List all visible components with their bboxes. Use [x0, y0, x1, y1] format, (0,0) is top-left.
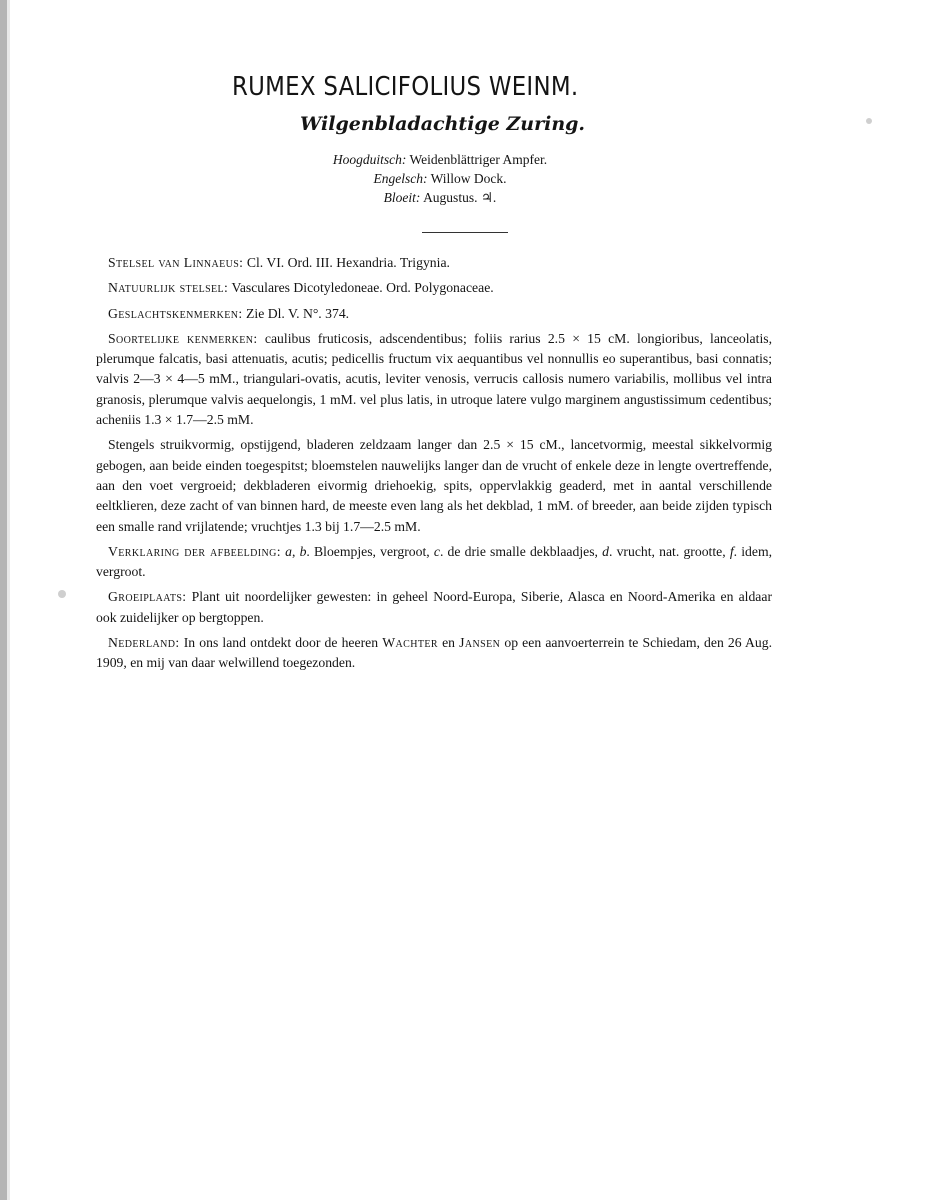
german-label: Hoogduitsch:	[332, 152, 407, 167]
flowering-label: Bloeit:	[383, 190, 421, 205]
collector-name: Wachter	[382, 635, 438, 651]
figure-text: . de drie smalle dekblaadjes,	[439, 543, 598, 559]
common-names	[280, 150, 600, 207]
section-text: Zie Dl. V. N°. 374.	[246, 305, 350, 321]
flowering-value: Augustus. ♃.	[423, 190, 497, 205]
netherlands-occurrence	[96, 633, 772, 674]
collector-name: Jansen	[459, 635, 501, 651]
flowering-row	[280, 188, 600, 207]
section-text: Stengels struikvormig, opstijgend, bladeren zeldzaam langer dan 2.5 × 15 cM., lancetvormig, meestal sikkelvormig gebogen, aan beide einden toegespitst; bloemstelen nauwelijks langer dan de vrucht of enkele deze in lengte overtreffende, aan den voet vergroeid; dekbladeren eivormig driehoekig, spits, oppervlakkig geaderd, met in aantal verschillende eeltklieren, deze zacht of van binnen hard, de meeste even lang als het dekblad, 1 mM. of breeder, aan beide zijden typisch een smalle rand vrijlatende; vruchtjes 1.3 bij 1.7—2.5 mM.	[96, 437, 772, 534]
section-text: caulibus fruticosis, adscendentibus; foliis rarius 2.5 × 15 cM. longioribus, lanceolatis, plerumque falcatis, basi attenuatis, acutis; pedicellis fructum vix aequantibus vel nonnullis eo superantibus, basi connatis; valvis 2—3 × 4—5 mM., triangulari-ovatis, acutis, leviter venosis, verrucis callosis numero variabilis, mollibus vel intra granosis, plerumque valvis aequelongis, 1 mM. vel plus latis, in utroque latere vulgo marginem angustissimum cedentibus; acheniis 1.3 × 1.7—2.5 mM.	[96, 330, 772, 428]
section-label: Verklaring der afbeelding:	[108, 543, 281, 559]
description-body	[96, 253, 772, 679]
figure-letter-c: c	[433, 543, 440, 559]
section-text: Cl. VI. Ord. III. Hexandria. Trigynia.	[246, 255, 450, 270]
figure-letter-b: b	[299, 543, 307, 559]
species-title: RUMEX SALICIFOLIUS WEINM.	[232, 72, 579, 102]
linnaeus-system	[96, 253, 772, 273]
section-text: en	[442, 635, 456, 651]
german-name-row	[280, 150, 600, 169]
figure-text: . idem, vergroot.	[96, 543, 773, 580]
section-label: Nederland:	[108, 635, 180, 651]
section-label: Groeiplaats:	[108, 589, 187, 605]
english-value: Willow Dock.	[430, 171, 507, 186]
english-label: Engelsch:	[373, 171, 428, 186]
species-characters-dutch	[96, 435, 772, 536]
figure-letter-a: a	[285, 543, 292, 559]
section-text: In ons land ontdekt door de heeren	[183, 635, 379, 651]
figure-text: . vrucht, nat. grootte,	[609, 543, 726, 559]
english-name-row	[280, 169, 600, 188]
dutch-name: Wilgenbladachtige Zuring.	[300, 113, 586, 135]
section-text: op een aanvoerterrein te Schiedam, den 26 Aug. 1909, en mij van daar welwillend toegezonden.	[96, 635, 773, 671]
figure-letter-d: d	[602, 543, 609, 559]
section-text: Vasculares Dicotyledoneae. Ord. Polygonaceae.	[231, 280, 494, 296]
figure-text: . Bloempjes, vergroot,	[306, 543, 430, 559]
genus-characters	[96, 304, 772, 324]
section-label: Natuurlijk stelsel:	[108, 280, 229, 296]
species-characters-latin	[96, 329, 772, 430]
figure-letter-f: f	[729, 543, 734, 559]
habitat	[96, 587, 772, 628]
section-label: Stelsel van Linnaeus:	[108, 255, 244, 270]
figure-explanation: Verklaring der afbeelding: a, b. Bloempjes, vergroot, c. de drie smalle dekblaadjes, d. vrucht, nat. grootte, f. idem, vergroot.	[96, 543, 773, 580]
natural-system	[96, 278, 772, 298]
section-label: Soortelijke kenmerken:	[108, 330, 258, 346]
section-text: Plant uit noordelijker gewesten: in geheel Noord-Europa, Siberie, Alasca en Noord-Amerika en aldaar ook zuidelijker op bergtoppen.	[96, 589, 773, 625]
divider-rule	[422, 232, 508, 233]
section-label: Geslachtskenmerken:	[108, 305, 243, 321]
german-value: Weidenblättriger Ampfer.	[409, 152, 548, 167]
